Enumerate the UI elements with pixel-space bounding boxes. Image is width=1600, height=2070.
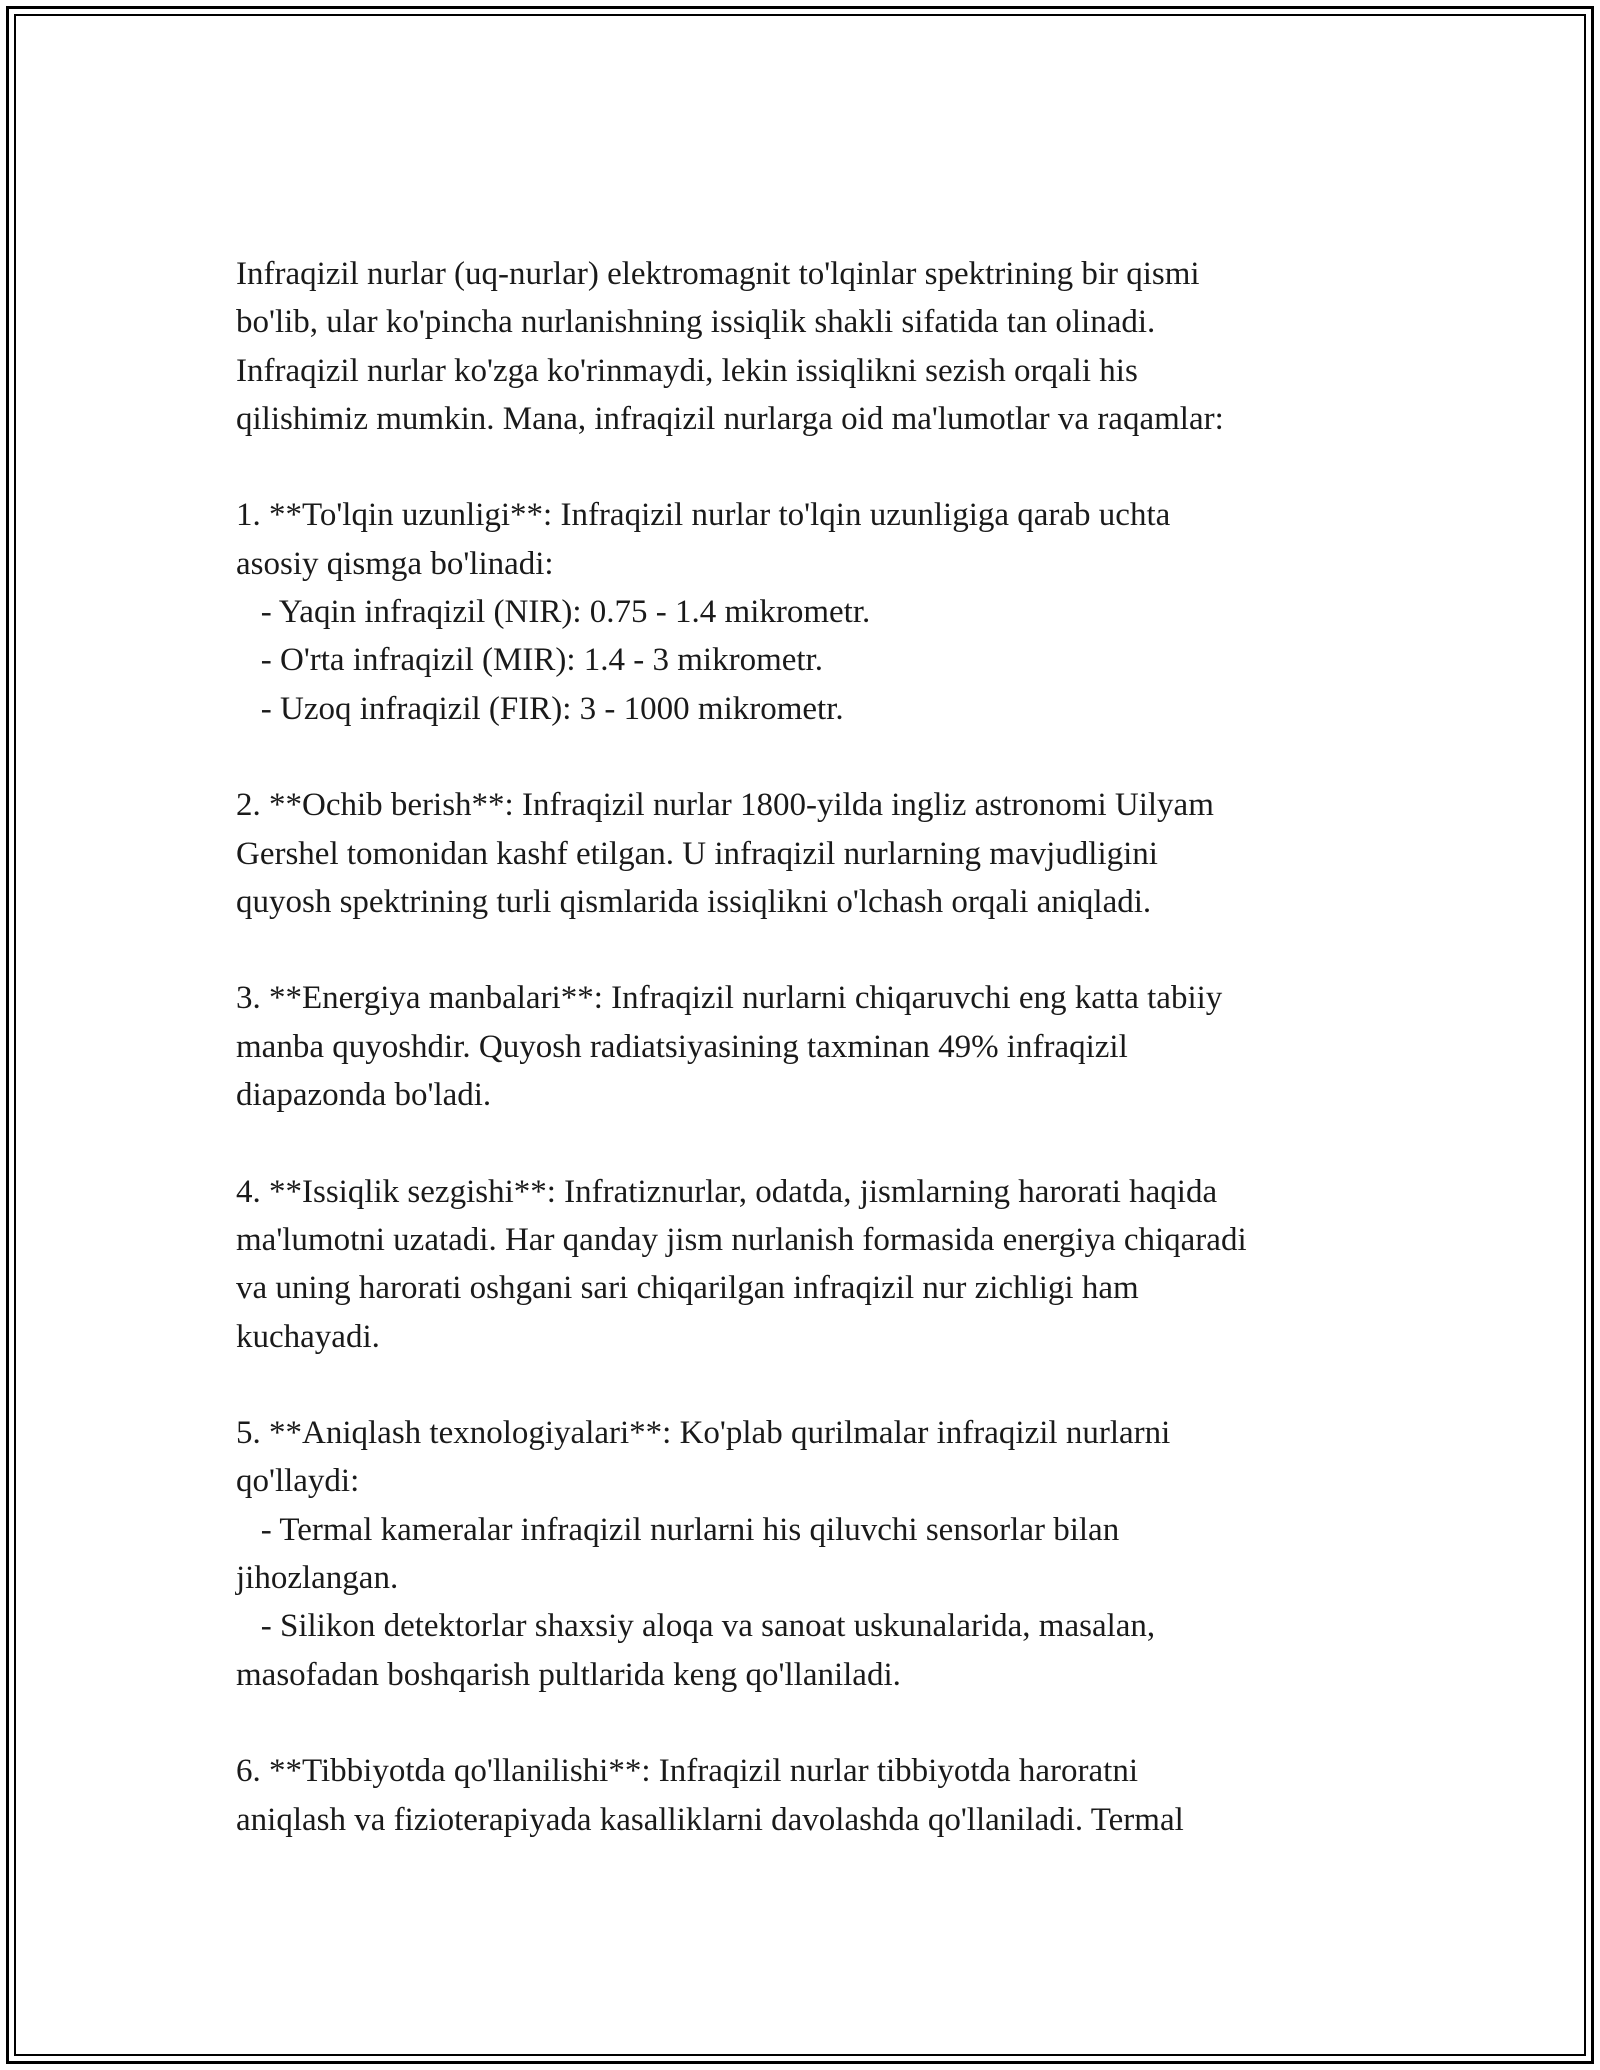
text-line: 5. **Aniqlash texnologiyalari**: Ko'plab qurilmalar infraqizil nurlarni: [236, 1415, 1171, 1452]
text-line: aniqlash va fizioterapiyada kasalliklarni davolashda qo'llaniladi. Termal: [236, 1801, 1184, 1838]
text-line: ma'lumotni uzatadi. Har qanday jism nurlanish formasida energiya chiqaradi: [236, 1221, 1247, 1258]
text-line: 4. **Issiqlik sezgishi**: Infratiznurlar, odatda, jismlarning harorati haqida: [236, 1173, 1218, 1210]
list-item: - Termal kameralar infraqizil nurlarni his qiluvchi sensorlar bilan: [236, 1511, 1120, 1548]
text-line: masofadan boshqarish pultlarida keng qo'llaniladi.: [236, 1656, 901, 1693]
blank-line: [236, 443, 1386, 491]
blank-line: [236, 1361, 1386, 1409]
text-line: kuchayadi.: [236, 1318, 380, 1355]
list-item: - Yaqin infraqizil (NIR): 0.75 - 1.4 mikrometr.: [236, 594, 871, 631]
document-body: [236, 250, 1386, 1844]
text-line: jihozlangan.: [236, 1560, 399, 1597]
text-line: Gershel tomonidan kashf etilgan. U infraqizil nurlarning mavjudligini: [236, 835, 1158, 872]
text-line: qilishimiz mumkin. Mana, infraqizil nurlarga oid ma'lumotlar va raqamlar:: [236, 400, 1224, 437]
list-item: - Silikon detektorlar shaxsiy aloqa va sanoat uskunalarida, masalan,: [236, 1608, 1156, 1645]
text-line: manba quyoshdir. Quyosh radiatsiyasining taxminan 49% infraqizil: [236, 1028, 1128, 1065]
text-line: Infraqizil nurlar (uq-nurlar) elektromagnit to'lqinlar spektrining bir qismi: [236, 256, 1200, 292]
text-line: asosiy qismga bo'linadi:: [236, 545, 554, 582]
text-line: qo'llaydi:: [236, 1463, 360, 1500]
list-item: - Uzoq infraqizil (FIR): 3 - 1000 mikrometr.: [236, 690, 844, 727]
blank-line: [236, 926, 1386, 974]
list-item: - O'rta infraqizil (MIR): 1.4 - 3 mikrometr.: [236, 642, 823, 679]
text-line: diapazonda bo'ladi.: [236, 1077, 492, 1114]
blank-line: [236, 1119, 1386, 1167]
blank-line: [236, 733, 1386, 781]
text-line: 6. **Tibbiyotda qo'llanilishi**: Infraqizil nurlar tibbiyotda haroratni: [236, 1753, 1139, 1790]
text-line: Infraqizil nurlar ko'zga ko'rinmaydi, lekin issiqlikni sezish orqali his: [236, 352, 1138, 389]
blank-line: [236, 1699, 1386, 1747]
text-line: 1. **To'lqin uzunligi**: Infraqizil nurlar to'lqin uzunligiga qarab uchta: [236, 497, 1171, 534]
text-line: va uning harorati oshgani sari chiqarilgan infraqizil nur zichligi ham: [236, 1270, 1139, 1307]
text-line: 2. **Ochib berish**: Infraqizil nurlar 1800-yilda ingliz astronomi Uilyam: [236, 787, 1214, 824]
text-line: bo'lib, ular ko'pincha nurlanishning issiqlik shakli sifatida tan olinadi.: [236, 304, 1156, 341]
text-line: 3. **Energiya manbalari**: Infraqizil nurlarni chiqaruvchi eng katta tabiiy: [236, 980, 1223, 1017]
text-line: quyosh spektrining turli qismlarida issiqlikni o'lchash orqali aniqladi.: [236, 883, 1152, 920]
